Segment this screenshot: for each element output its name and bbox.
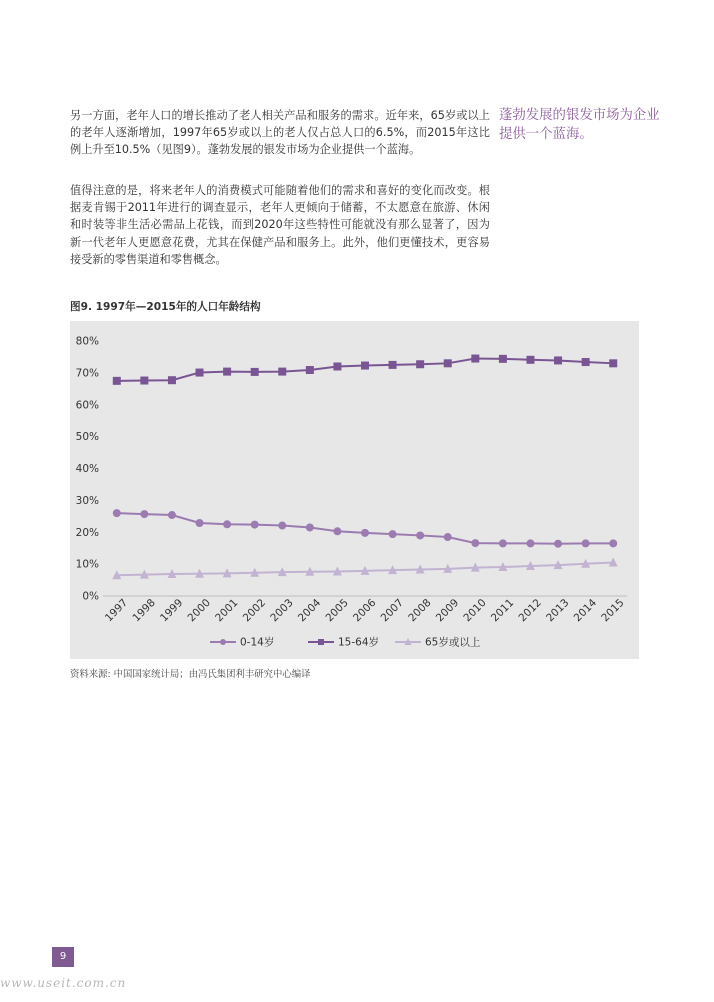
data-point [223,368,231,376]
watermark-text: www.useit.com.cn [0,976,127,990]
legend-marker [318,639,324,645]
data-point [389,361,397,369]
y-tick-label: 60% [75,399,99,412]
y-tick-label: 80% [75,335,99,348]
y-tick-label: 0% [82,590,99,603]
data-point [278,368,286,376]
y-tick-label: 20% [75,526,99,539]
figure-source: 资料来源: 中国国家统计局；由冯氏集团利丰研究中心编译 [70,669,311,680]
data-point [471,539,479,547]
data-point [306,523,314,531]
y-tick-label: 30% [75,494,99,507]
chart-legend [210,636,481,649]
data-point [526,356,534,364]
x-tick-label: 2002 [240,596,269,625]
x-tick-label: 2015 [599,596,627,625]
paragraph-1: 另一方面，老年人口的增长推动了老人相关产品和服务的需求。近年来，65岁或以上的老年人逐渐增加，1997年65岁或以上的老人仅占总人口的6.5%，而2015年这比例上升至10.5%（见图9）。蓬勃发展的银发市场为企业提供一个蓝海。 [70,109,490,157]
x-tick-label: 2005 [323,596,351,625]
data-point [278,522,286,530]
x-tick-label: 2014 [571,596,600,625]
data-point [333,527,341,535]
x-tick-label: 2010 [461,596,489,625]
y-tick-label: 40% [75,463,99,475]
data-point [416,531,424,539]
data-point [444,533,452,541]
y-tick-label: 50% [75,431,99,444]
data-point [582,358,590,366]
x-tick-label: 2013 [544,596,572,625]
data-point [140,510,148,518]
x-tick-label: 2012 [516,596,544,625]
data-point [113,377,121,385]
data-point [223,520,231,528]
data-point [499,355,507,363]
data-point [196,369,204,377]
series-line-1 [117,513,613,544]
x-tick-label: 2011 [488,596,517,625]
data-point [168,511,176,519]
legend-label: 0-14岁 [240,636,275,649]
data-point [554,356,562,364]
x-tick-label: 2004 [295,596,324,625]
data-point [361,529,369,537]
data-point [140,377,148,385]
data-point [168,376,176,384]
data-point [554,540,562,548]
x-tick-label: 2000 [185,596,213,625]
x-tick-label: 2006 [351,596,379,625]
data-point [251,368,259,376]
data-point [609,539,617,547]
data-point [251,521,259,529]
data-point [499,539,507,547]
x-tick-label: 2008 [406,596,434,625]
data-point [361,362,369,370]
data-point [444,359,452,367]
data-point [306,366,314,374]
line-chart [70,321,639,659]
chart-panel [70,321,639,659]
x-tick-label: 2009 [433,596,462,625]
x-tick-label: 1998 [130,596,158,625]
legend-label: 65岁或以上 [425,636,481,649]
chart-axes [76,336,627,625]
y-tick-label: 70% [75,367,99,380]
data-point [471,355,479,363]
data-point [333,363,341,371]
legend-label: 15-64岁 [338,636,380,649]
y-tick-label: 10% [75,558,99,571]
x-tick-label: 1997 [102,596,131,625]
data-point [582,539,590,547]
figure-title: 图9. 1997年—2015年的人口年龄结构 [70,301,261,313]
data-point [609,359,617,367]
x-tick-label: 2003 [268,596,296,625]
x-tick-label: 2007 [378,596,407,625]
data-point [416,360,424,368]
x-tick-label: 2001 [213,596,241,625]
data-point [113,509,121,517]
paragraph-2: 值得注意的是，将来老年人的消费模式可能随着他们的需求和喜好的变化而改变。根据麦肯锡于2011年进行的调查显示，老年人更倾向于储蓄，不太愿意在旅游、休闲和时装等非生活必需品上花钱，而到2020年这些特性可能就没有那么显著了，因为新一代老年人更愿意花费，尤其在保健产品和服务上。此外，他们更懂技术，更容易接受新的零售渠道和零售概念。 [70,184,490,266]
x-tick-label: 1999 [157,596,186,625]
chart-series [112,355,617,580]
data-point [389,530,397,538]
data-point [196,519,204,527]
sidenote-callout: 蓬勃发展的银发市场为企业提供一个蓝海。 [499,108,660,142]
data-point [526,539,534,547]
legend-marker [220,639,226,645]
page-number: 9 [52,947,74,967]
